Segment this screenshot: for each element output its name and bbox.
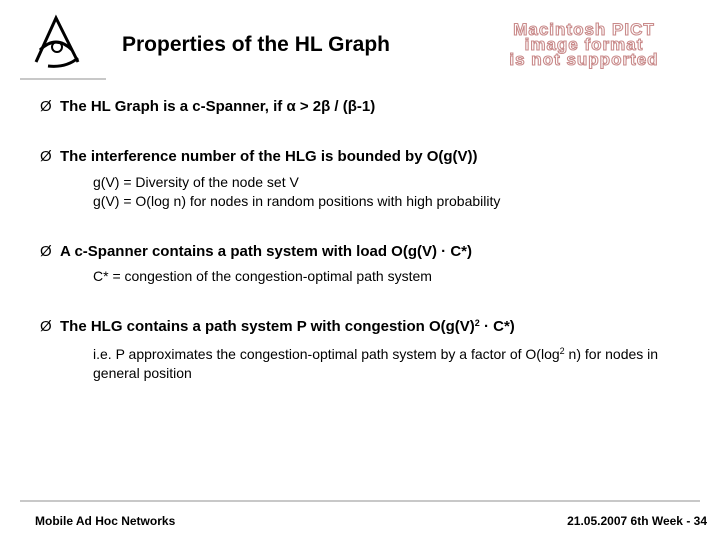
bullet-arrow-icon: Ø [40, 243, 52, 260]
bullet-arrow-icon: Ø [40, 98, 52, 115]
slide-title: Properties of the HL Graph [122, 33, 390, 56]
sub-point-congestion: C* = congestion of the congestion-optimal path system [93, 268, 432, 284]
sub-point-approximation [93, 345, 693, 383]
bullet-text: · C*) [479, 318, 515, 335]
sub-text: i.e. P approximates the congestion-optimal path system by a factor of O(log [93, 346, 560, 362]
footer-divider [20, 500, 700, 502]
superscript: 2 [559, 346, 565, 356]
sub-text: n) for nodes in general position [93, 346, 659, 381]
sub-point-log-n: g(V) = O(log n) for nodes in random positions with high probability [93, 193, 501, 209]
bullet-text: The HLG contains a path system P with congestion O(g(V) [60, 318, 475, 335]
bullet-load [40, 243, 472, 260]
placeholder-line: is not supported [509, 50, 659, 69]
bullet-arrow-icon: Ø [40, 318, 52, 335]
bullet-text: The HL Graph is a c-Spanner, if α > 2β / (β-1) [60, 98, 376, 115]
footer-course: Mobile Ad Hoc Networks [35, 514, 176, 528]
footer-date-page: 21.05.2007 6th Week - 34 [567, 514, 707, 528]
bullet-text: The interference number of the HLG is bounded by O(g(V)) [60, 148, 478, 165]
superscript: 2 [474, 318, 480, 328]
unsupported-image-placeholder [468, 22, 700, 68]
bullet-path-system [40, 318, 515, 335]
bullet-interference [40, 148, 478, 165]
bullet-spanner [40, 98, 375, 115]
title-underline [20, 78, 106, 80]
placeholder-line: image format [524, 35, 644, 54]
bullet-arrow-icon: Ø [40, 148, 52, 165]
placeholder-line: Macintosh PICT [513, 20, 655, 39]
university-logo-icon [26, 10, 88, 72]
sub-point-diversity: g(V) = Diversity of the node set V [93, 174, 299, 190]
bullet-text: A c-Spanner contains a path system with load O(g(V) · C*) [60, 243, 472, 260]
